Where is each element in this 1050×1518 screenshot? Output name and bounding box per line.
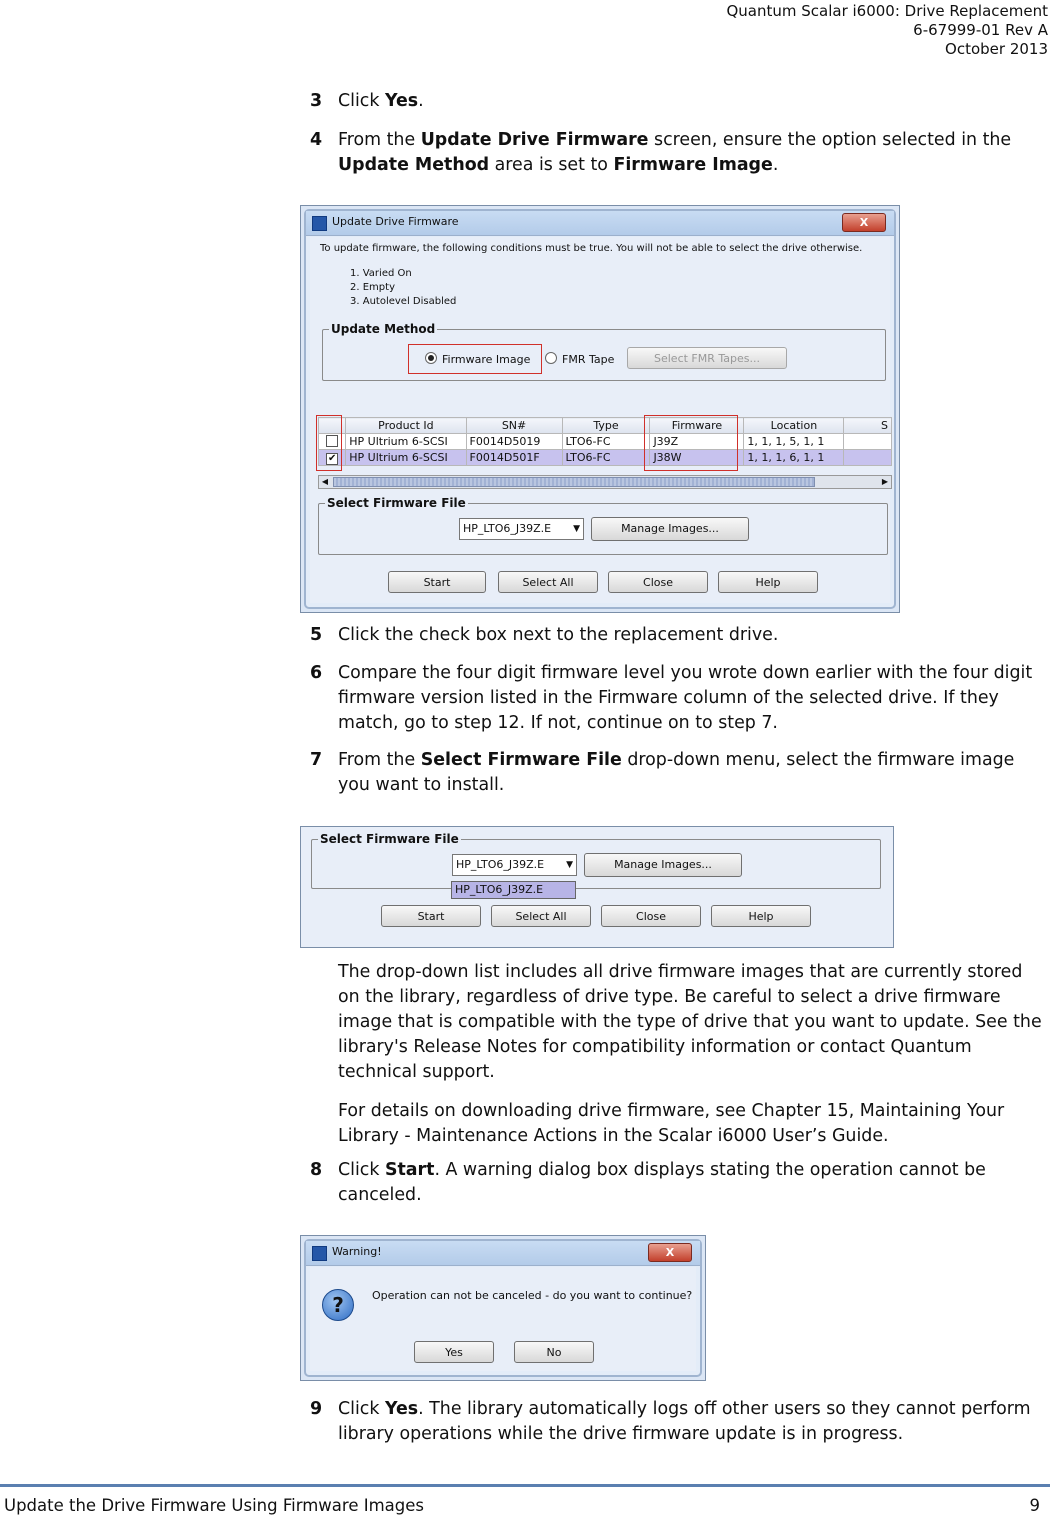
step-6 [310, 661, 1050, 736]
header-date: October 2013 [945, 40, 1048, 58]
cell-sn: F0014D5019 [466, 434, 562, 450]
close-button[interactable]: Close [608, 571, 708, 593]
app-icon [312, 216, 327, 231]
step-text: Compare the four digit firmware level you wrote down earlier with the four digit firmware version listed in the Firmware column of the selected drive. If they match, go to step 12. If not, continue on to step 7. [338, 663, 1033, 733]
step-5 [310, 623, 1050, 648]
drive-table [318, 417, 892, 466]
update-method-group [322, 322, 886, 381]
title-bar [306, 1241, 700, 1266]
close-window-button[interactable]: X [648, 1243, 692, 1262]
close-window-button[interactable]: X [842, 213, 886, 232]
select-firmware-file-title: Select Firmware File [327, 496, 466, 510]
cell-firmware: J38W [650, 450, 744, 466]
select-firmware-file-screenshot [300, 826, 894, 948]
step-4 [310, 128, 1050, 178]
conditions-intro: To update firmware, the following conditions must be true. You will not be able to select the drive otherwise. [320, 243, 863, 254]
select-firmware-file-group [318, 496, 888, 555]
condition-text: Autolevel Disabled [362, 296, 457, 307]
step-9 [310, 1397, 1050, 1447]
cell-sn: F0014D501F [466, 450, 562, 466]
step-text: . The library automatically logs off other users so they cannot perform library operations while the drive firmware update is in progress. [338, 1399, 1031, 1444]
step-text: From the [338, 750, 421, 770]
cell-location: 1, 1, 1, 5, 1, 1 [744, 434, 844, 450]
step-3 [310, 89, 1050, 114]
step-text: From the [338, 130, 421, 150]
row-checkbox[interactable]: ✔ [327, 453, 337, 464]
page-number: 9 [1029, 1496, 1040, 1515]
chevron-down-icon[interactable]: ▼ [566, 860, 573, 870]
select-value: HP_LTO6_J39Z.E [463, 522, 552, 535]
firmware-file-select[interactable] [452, 854, 577, 876]
conditions-list [350, 267, 456, 309]
cell-location: 1, 1, 1, 6, 1, 1 [744, 450, 844, 466]
step-text: area is set to [489, 155, 614, 175]
step-number: 5 [310, 625, 323, 645]
step-7 [310, 748, 1050, 798]
help-button[interactable]: Help [718, 571, 818, 593]
column-header[interactable]: Location [744, 418, 844, 434]
fmr-tape-option[interactable] [545, 352, 614, 366]
window-title: Warning! [332, 1245, 382, 1258]
chevron-down-icon[interactable]: ▼ [573, 524, 580, 534]
start-button[interactable]: Start [388, 571, 486, 593]
step-bold: Firmware Image [613, 155, 773, 175]
step-number: 4 [310, 130, 323, 150]
horizontal-scrollbar[interactable] [318, 475, 892, 489]
column-header[interactable]: S [844, 418, 892, 434]
step-text: . [418, 91, 424, 111]
condition-text: Empty [362, 282, 395, 293]
condition-number: 2. [350, 282, 360, 293]
step-bold: Select Firmware File [420, 750, 622, 770]
step-number: 9 [310, 1399, 323, 1419]
step-number: 3 [310, 91, 323, 111]
condition-item [350, 281, 456, 295]
note-paragraph: The drop-down list includes all drive firmware images that are currently stored on the library, regardless of drive type. Be careful to select a drive firmware image that is compatible with the type of drive that you want to update. See the library's Release Notes for compatibility information or contact Quantum technical support. [338, 962, 1042, 1082]
warning-message: Operation can not be canceled - do you want to continue? [372, 1289, 693, 1302]
column-header[interactable]: SN# [466, 418, 562, 434]
condition-number: 3. [350, 296, 360, 307]
dialog-body [310, 237, 890, 603]
step-8 [310, 1158, 1050, 1208]
close-button[interactable]: Close [601, 905, 701, 927]
table-header-row [319, 418, 892, 434]
step-bold: Update Method [338, 155, 490, 175]
manage-images-button[interactable]: Manage Images... [591, 517, 749, 541]
radio-selected-icon[interactable] [425, 352, 437, 364]
scroll-thumb[interactable] [333, 477, 815, 487]
question-icon: ? [322, 1289, 354, 1321]
app-icon [312, 1246, 327, 1261]
column-header[interactable]: Firmware [650, 418, 744, 434]
step-number: 6 [310, 663, 323, 683]
help-button[interactable]: Help [711, 905, 811, 927]
update-firmware-screenshot [300, 205, 900, 613]
cell-firmware: J39Z [650, 434, 744, 450]
title-bar [306, 211, 894, 236]
condition-text: Varied On [362, 268, 412, 279]
step-number: 8 [310, 1160, 323, 1180]
select-firmware-file-title: Select Firmware File [320, 832, 459, 846]
select-all-button[interactable]: Select All [491, 905, 591, 927]
column-header[interactable]: Product Id [346, 418, 466, 434]
cell-product: HP Ultrium 6-SCSI [346, 434, 466, 450]
step-number: 7 [310, 750, 323, 770]
cell-type: LTO6-FC [562, 434, 650, 450]
step-text: . A warning dialog box displays stating the operation cannot be canceled. [338, 1160, 986, 1205]
step-text: Click [338, 1160, 385, 1180]
select-firmware-file-group [311, 832, 881, 889]
step-bold: Yes [384, 1399, 419, 1419]
yes-button[interactable]: Yes [414, 1341, 494, 1363]
footer-divider [0, 1484, 1050, 1487]
select-value: HP_LTO6_J39Z.E [456, 858, 545, 871]
table-row-selected[interactable] [319, 450, 892, 466]
update-method-title: Update Method [331, 322, 436, 336]
cell-product: HP Ultrium 6-SCSI [346, 450, 466, 466]
manage-images-button[interactable]: Manage Images... [584, 853, 742, 877]
note-paragraph: For details on downloading drive firmware, see Chapter 15, Maintaining Your Library - Maintenance Actions in the Scalar i6000 User’s Guide. [338, 1101, 1005, 1146]
dialog-body [310, 1267, 696, 1371]
option-label: Firmware Image [442, 353, 531, 366]
step-text: . [772, 155, 779, 175]
warning-window [304, 1239, 702, 1377]
header-title: Quantum Scalar i6000: Drive Replacement [726, 2, 1048, 20]
condition-item [350, 267, 456, 281]
step-bold: Update Drive Firmware [420, 130, 649, 150]
window-title: Update Drive Firmware [332, 215, 459, 228]
firmware-file-select[interactable] [459, 518, 584, 540]
no-button[interactable]: No [514, 1341, 594, 1363]
cell-empty [844, 450, 892, 466]
header-docnum: 6-67999-01 Rev A [913, 21, 1048, 39]
footer-section-title: Update the Drive Firmware Using Firmware Images [4, 1496, 424, 1515]
select-fmr-tapes-button[interactable]: Select FMR Tapes... [627, 347, 787, 369]
step-text: screen, ensure the option selected in the [648, 130, 1012, 150]
table-row[interactable] [319, 434, 892, 450]
start-button[interactable]: Start [381, 905, 481, 927]
highlight-box [316, 415, 342, 471]
highlight-box [644, 415, 738, 471]
option-label: FMR Tape [562, 353, 615, 366]
step-text: Click the check box next to the replacement drive. [338, 625, 779, 645]
dropdown-option[interactable]: HP_LTO6_J39Z.E [451, 881, 576, 899]
running-header [726, 2, 1048, 59]
step-bold: Start [384, 1160, 435, 1180]
condition-number: 1. [350, 268, 360, 279]
select-all-button[interactable]: Select All [498, 571, 598, 593]
scroll-left-icon[interactable]: ◀ [321, 477, 329, 486]
warning-dialog-screenshot [300, 1235, 706, 1381]
update-firmware-window [304, 209, 896, 609]
column-header[interactable]: Type [562, 418, 650, 434]
step-bold: Yes [384, 91, 419, 111]
condition-item [350, 295, 456, 309]
cell-type: LTO6-FC [562, 450, 650, 466]
step-text: Click [338, 1399, 385, 1419]
radio-icon[interactable] [545, 352, 557, 364]
firmware-image-option[interactable] [425, 352, 530, 366]
step-text: drop-down menu, select the firmware image you want to install. [338, 750, 1015, 795]
scroll-right-icon[interactable]: ▶ [881, 477, 889, 486]
cell-empty [844, 434, 892, 450]
step-text: Click [338, 91, 385, 111]
